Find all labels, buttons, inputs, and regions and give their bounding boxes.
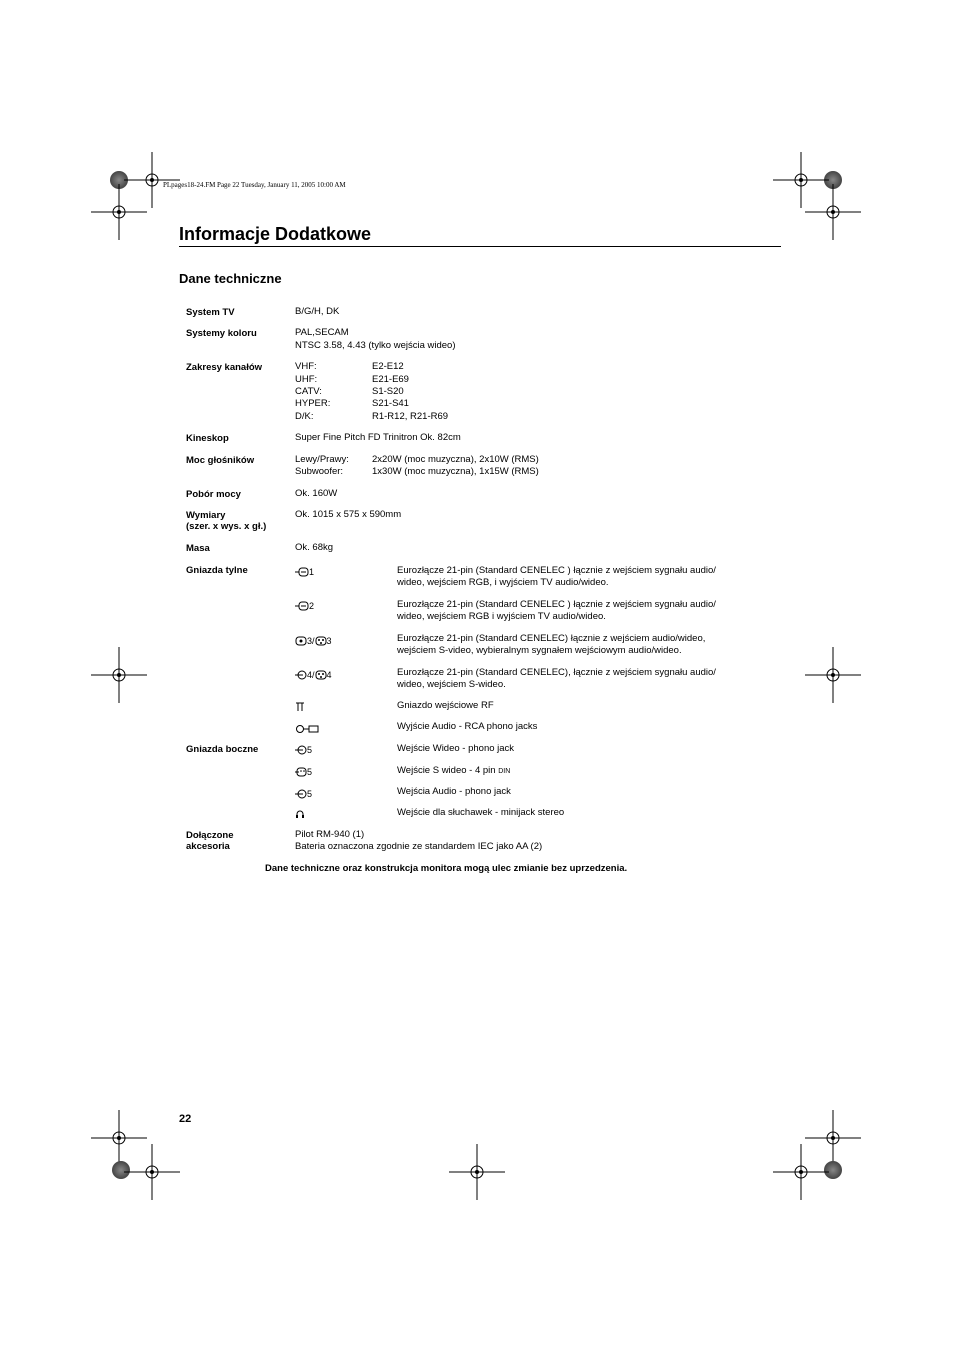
channel-range: S1-S20: [372, 386, 404, 397]
rear-socket-2: [295, 600, 314, 612]
socket-desc: wideo, wejściem RGB, i wyjściem TV audio/wideo.: [397, 577, 609, 588]
spec-label-system-tv: System TV: [186, 307, 235, 318]
spec-value-tube: Super Fine Pitch FD Trinitron Ok. 82cm: [295, 432, 461, 443]
input-icon: [295, 670, 307, 680]
speaker-name: Lewy/Prawy:: [295, 454, 349, 465]
headphones-icon: [295, 809, 305, 819]
speaker-power: 1x30W (moc muzyczna), 1x15W (RMS): [372, 466, 539, 477]
socket-number: 5: [307, 767, 313, 777]
crosshair-icon: [91, 184, 147, 240]
spec-label-mass: Masa: [186, 543, 210, 554]
socket-desc: Wejścia Audio - phono jack: [397, 786, 511, 797]
rear-socket-rf: [295, 702, 305, 712]
crosshair-icon: [124, 152, 180, 208]
spec-label-dimensions: Wymiary: [186, 510, 226, 521]
title-divider: [179, 246, 781, 247]
accessory-item: Bateria oznaczona zgodnie ze standardem IEC jako AA (2): [295, 841, 543, 852]
socket-desc: Eurozłącze 21-pin (Standard CENELEC), łącznie z wejściem sygnału audio/: [397, 667, 716, 678]
socket-desc: wideo, wejściem S-wideo.: [397, 679, 506, 690]
scart-icon: [295, 636, 307, 646]
crosshair-icon: [805, 184, 861, 240]
socket-number: 1: [309, 567, 315, 577]
spec-label-dimensions-sub: (szer. x wys. x gł.): [186, 521, 267, 532]
spec-label-accessories-sub: akcesoria: [186, 841, 230, 852]
spec-value-color-line: PAL,SECAM: [295, 327, 349, 338]
socket-desc-text: Wejście S wideo - 4 pin: [397, 765, 499, 776]
scart-icon: [295, 567, 309, 577]
rear-socket-audio-out: [295, 724, 319, 734]
spec-label-rear-sockets: Gniazda tylne: [186, 565, 248, 576]
page-number: 22: [179, 1113, 192, 1125]
socket-number: 5: [307, 789, 313, 799]
crosshair-icon: [805, 1110, 861, 1166]
scart-icon: [295, 601, 309, 611]
socket-number: 5: [307, 745, 313, 755]
socket-number: 3: [326, 636, 332, 646]
svideo-input-icon: [295, 767, 307, 777]
channel-range: E2-E12: [372, 361, 404, 372]
audio-input-icon: [295, 789, 307, 799]
din-label: DIN: [498, 768, 511, 775]
socket-desc: Wejście dla słuchawek - minijack stereo: [397, 807, 565, 818]
socket-desc: [397, 765, 510, 778]
crosshair-icon: [773, 1144, 829, 1200]
rear-socket-4: [295, 669, 332, 681]
file-header: PLpages18-24.FM Page 22 Tuesday, January 11, 2005 10:00 AM: [163, 181, 346, 189]
socket-number: 3/: [307, 636, 315, 646]
antenna-icon: [295, 702, 305, 712]
socket-desc: Eurozłącze 21-pin (Standard CENELEC ) łącznie z wejściem sygnału audio/: [397, 599, 716, 610]
channel-band: VHF:: [295, 361, 317, 372]
channel-band: HYPER:: [295, 398, 331, 409]
crosshair-icon: [124, 1144, 180, 1200]
channel-range: S21-S41: [372, 398, 409, 409]
speaker-name: Subwoofer:: [295, 466, 344, 477]
side-socket-svideo: [295, 766, 312, 778]
rear-socket-1: [295, 566, 314, 578]
crosshair-icon: [773, 152, 829, 208]
socket-desc: Wyjście Audio - RCA phono jacks: [397, 721, 538, 732]
spec-value-color-line: NTSC 3.58, 4.43 (tylko wejścia wideo): [295, 340, 456, 351]
registration-dot-icon: [824, 1161, 842, 1179]
accessory-item: Pilot RM-940 (1): [295, 829, 365, 840]
spec-label-speakers: Moc głośników: [186, 455, 255, 466]
side-socket-headphones: [295, 809, 305, 819]
channel-range: R1-R12, R21-R69: [372, 411, 449, 422]
page-title: Informacje Dodatkowe: [179, 224, 372, 244]
socket-desc: wejściem S-video, wybieralnym sygnałem wejściowym audio/wideo.: [397, 645, 682, 656]
section-title: Dane techniczne: [179, 271, 282, 286]
video-input-icon: [295, 745, 307, 755]
spec-value-power: Ok. 160W: [295, 488, 338, 499]
socket-desc: Gniazdo wejściowe RF: [397, 700, 494, 711]
socket-desc: Eurozłącze 21-pin (Standard CENELEC) łącznie z wejściem audio/wideo,: [397, 633, 706, 644]
spec-label-channels: Zakresy kanałów: [186, 362, 263, 373]
spec-label-side-sockets: Gniazda boczne: [186, 744, 259, 755]
spec-value-dimensions: Ok. 1015 x 575 x 590mm: [295, 509, 402, 520]
socket-number: 2: [309, 601, 315, 611]
crosshair-icon: [805, 647, 861, 703]
crosshair-icon: [449, 1144, 505, 1200]
channel-band: D/K:: [295, 411, 314, 422]
socket-desc: Wejście Wideo - phono jack: [397, 743, 515, 754]
crosshair-icon: [91, 1110, 147, 1166]
side-socket-audio: [295, 788, 312, 800]
channel-band: CATV:: [295, 386, 322, 397]
spec-label-color-systems: Systemy koloru: [186, 328, 257, 339]
side-socket-video: [295, 744, 312, 756]
registration-dot-icon: [112, 1161, 130, 1179]
spec-value-mass: Ok. 68kg: [295, 542, 334, 553]
channel-range: E21-E69: [372, 374, 409, 385]
socket-desc: Eurozłącze 21-pin (Standard CENELEC ) łącznie z wejściem sygnału audio/: [397, 565, 716, 576]
spec-label-tube: Kineskop: [186, 433, 229, 444]
socket-number: 4/: [307, 670, 315, 680]
audio-out-icon: [295, 724, 319, 734]
spec-label-accessories: Dołączone: [186, 830, 234, 841]
socket-number: 4: [326, 670, 332, 680]
spec-label-power: Pobór mocy: [186, 489, 241, 500]
socket-desc: wideo, wejściem RGB i wyjściem TV audio/wideo.: [397, 611, 606, 622]
crosshair-icon: [91, 647, 147, 703]
channel-band: UHF:: [295, 374, 318, 385]
rear-socket-3: [295, 635, 332, 647]
svideo-icon: [315, 670, 327, 680]
spec-value-system-tv: B/G/H, DK: [295, 306, 340, 317]
disclaimer-note: Dane techniczne oraz konstrukcja monitora mogą ulec zmianie bez uprzedzenia.: [265, 863, 628, 874]
speaker-power: 2x20W (moc muzyczna), 2x10W (RMS): [372, 454, 539, 465]
svideo-icon: [315, 636, 327, 646]
